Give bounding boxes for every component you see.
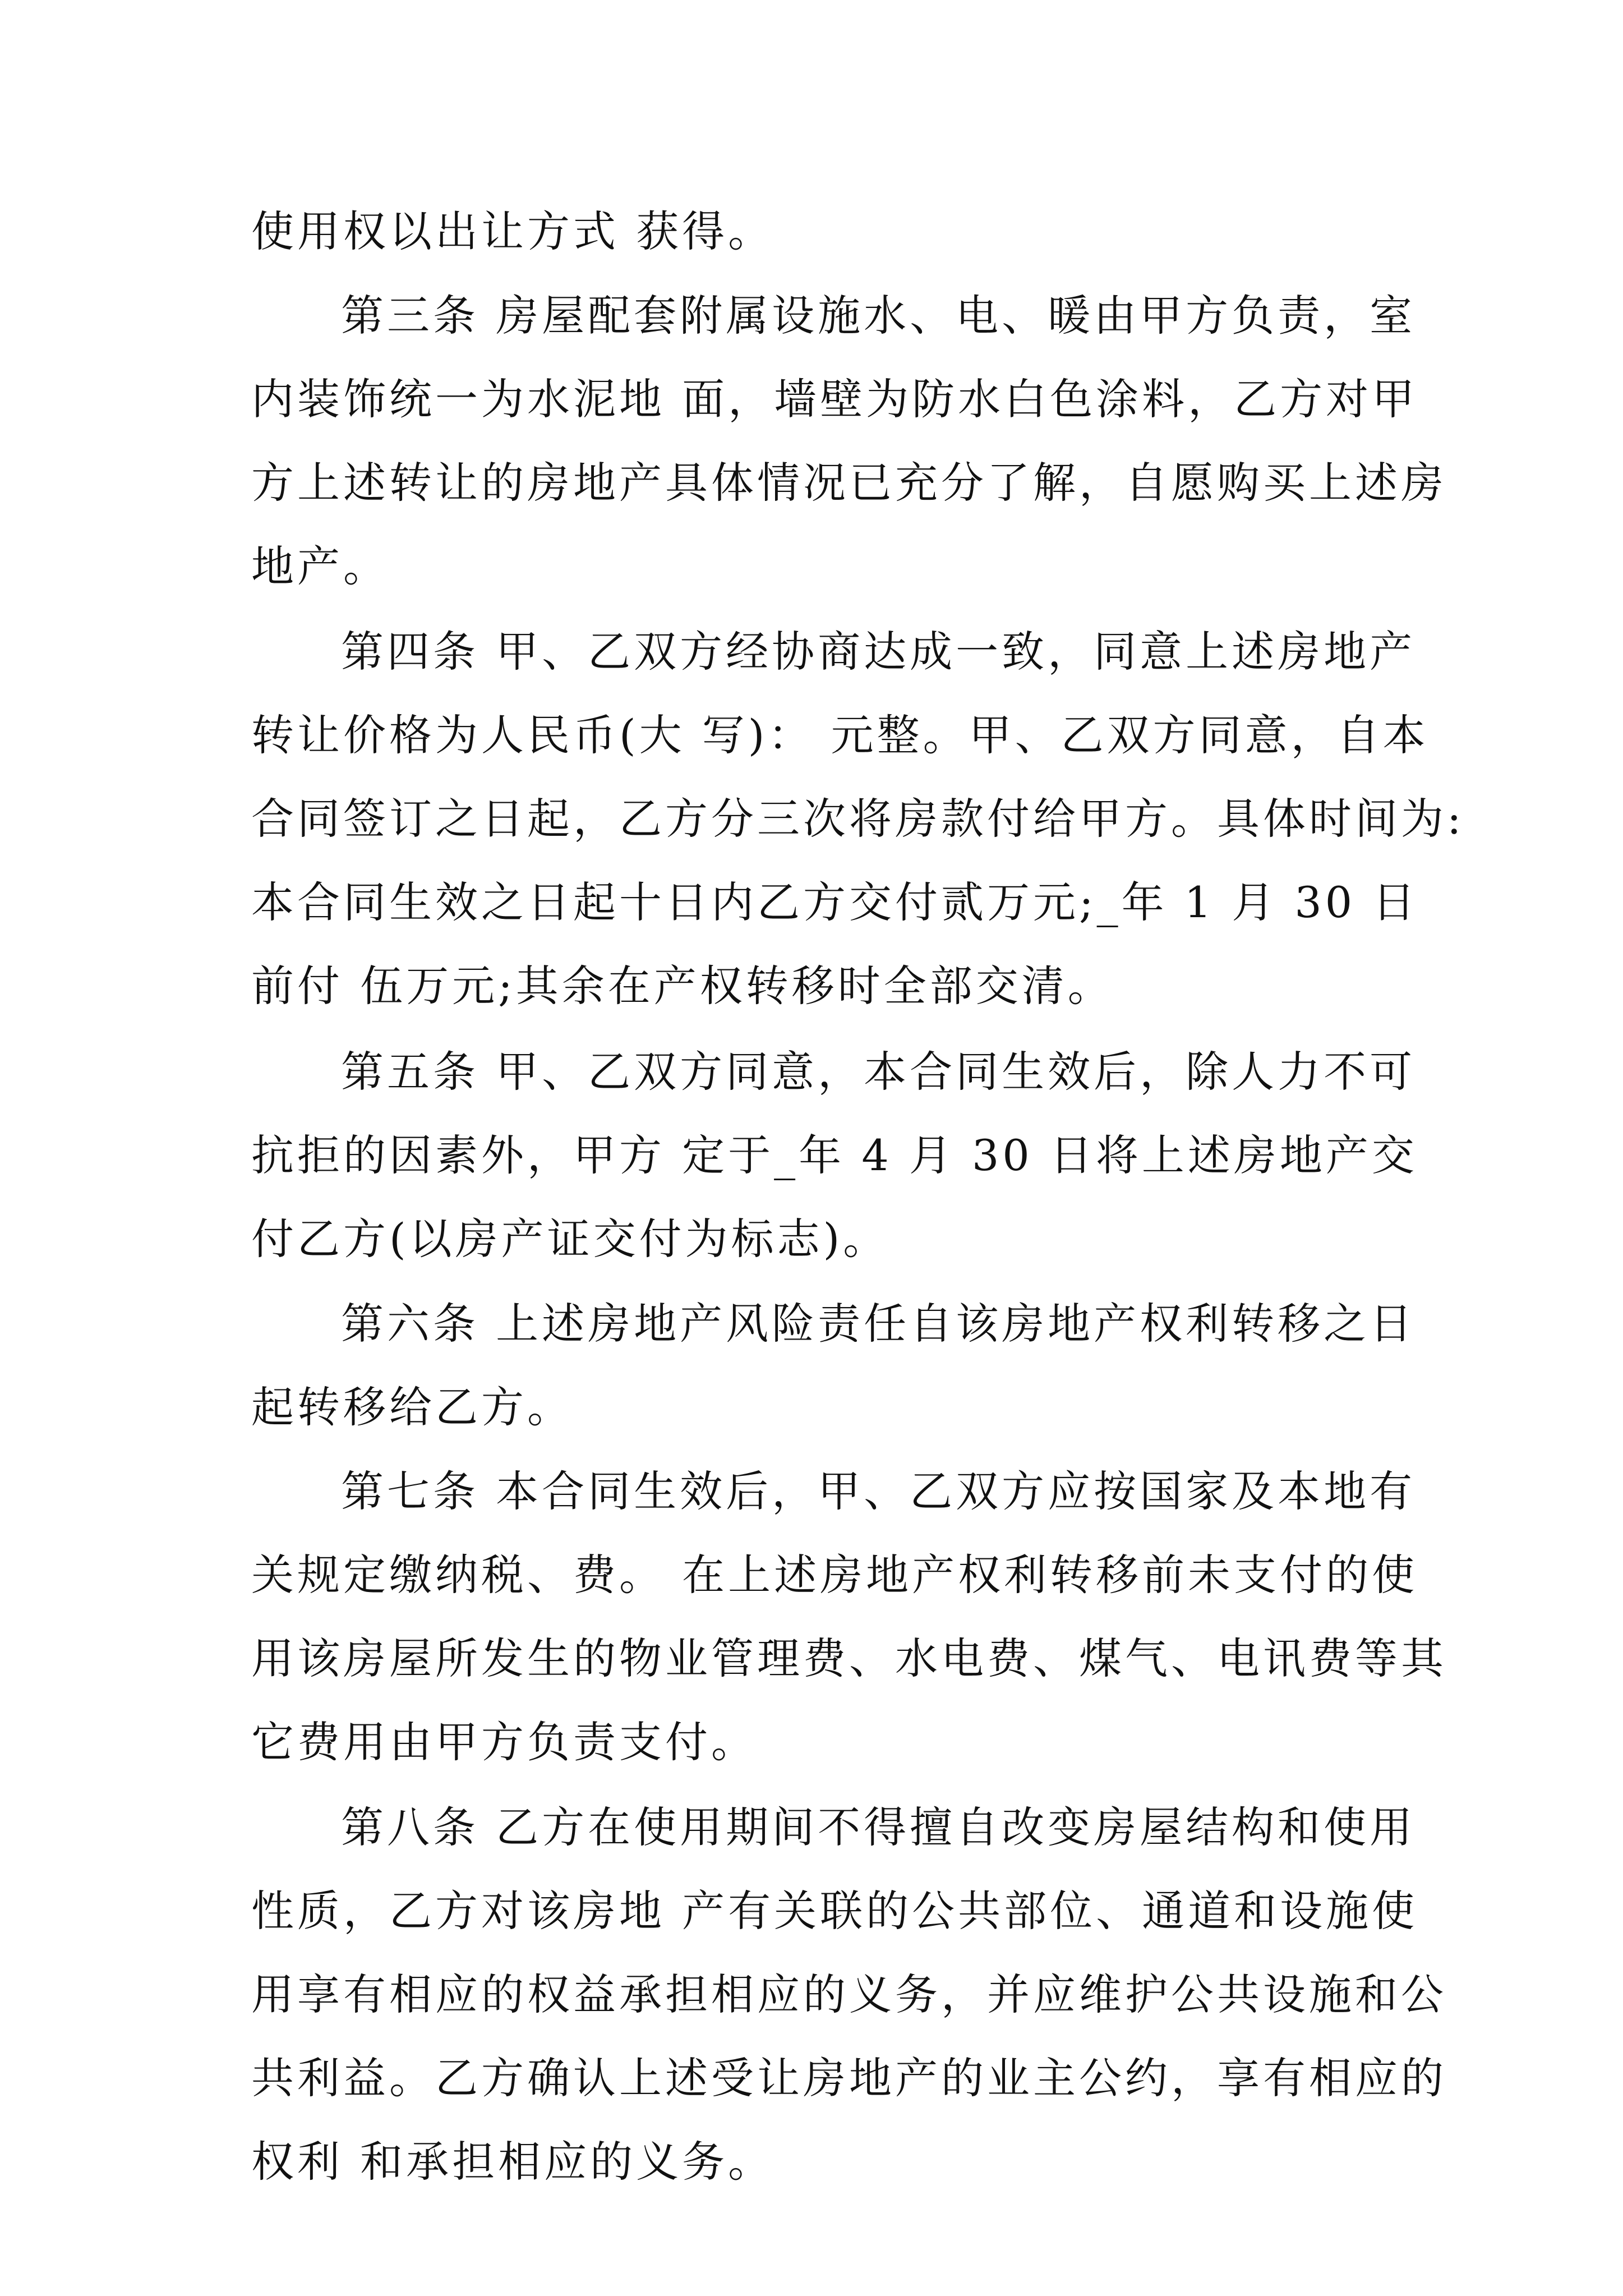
text-line: 内装饰统一为水泥地 面，墙壁为防水白色涂料，乙方对甲 [251, 374, 1418, 424]
text-line: 共利益。乙方确认上述受让房地产的业主公约，享有相应的 [251, 2053, 1447, 2103]
text-line: 付乙方(以房产证交付为标志)。 [251, 1214, 889, 1264]
clause-3-heading-line: 第三条 房屋配套附属设施水、电、暖由甲方负责，室 [341, 291, 1416, 341]
text-line: 转让价格为人民币(大 写)： 元整。甲、乙双方同意，自本 [251, 710, 1429, 760]
text-line: 方上述转让的房地产具体情况已充分了解，自愿购买上述房 [251, 458, 1447, 508]
clause-6-heading-line: 第六条 上述房地产风险责任自该房地产权利转移之日 [341, 1299, 1416, 1349]
text-line: 性质，乙方对该房地 产有关联的公共部位、通道和设施使 [251, 1886, 1418, 1936]
clause-8-heading-line: 第八条 乙方在使用期间不得擅自改变房屋结构和使用 [341, 1802, 1416, 1852]
text-line: 用享有相应的权益承担相应的义务，并应维护公共设施和公 [251, 1970, 1447, 2019]
clause-7-heading-line: 第七条 本合同生效后，甲、乙双方应按国家及本地有 [341, 1466, 1416, 1516]
clause-5-heading-line: 第五条 甲、乙双方同意，本合同生效后，除人力不可 [341, 1047, 1416, 1097]
text-line: 它费用由甲方负责支付。 [251, 1717, 757, 1767]
text-line: 用该房屋所发生的物业管理费、水电费、煤气、电讯费等其 [251, 1634, 1447, 1683]
text-line: 本合同生效之日起十日内乙方交付贰万元;_年 1 月 30 日 [251, 877, 1419, 927]
clause-4-heading-line: 第四条 甲、乙双方经协商达成一致，同意上述房地产 [341, 627, 1416, 677]
text-line: 地产。 [251, 541, 389, 591]
text-line: 起转移给乙方。 [251, 1382, 573, 1432]
text-line: 关规定缴纳税、费。 在上述房地产权利转移前未支付的使 [251, 1550, 1418, 1600]
text-line: 合同签订之日起，乙方分三次将房款付给甲方。具体时间为: [251, 794, 1465, 844]
text-line: 前付 伍万元;其余在产权转移时全部交清。 [251, 961, 1114, 1011]
text-line: 权利 和承担相应的义务。 [251, 2137, 774, 2187]
text-line: 使用权以出让方式 获得。 [251, 206, 774, 256]
text-line: 抗拒的因素外，甲方 定于_年 4 月 30 日将上述房地产交 [251, 1130, 1418, 1180]
